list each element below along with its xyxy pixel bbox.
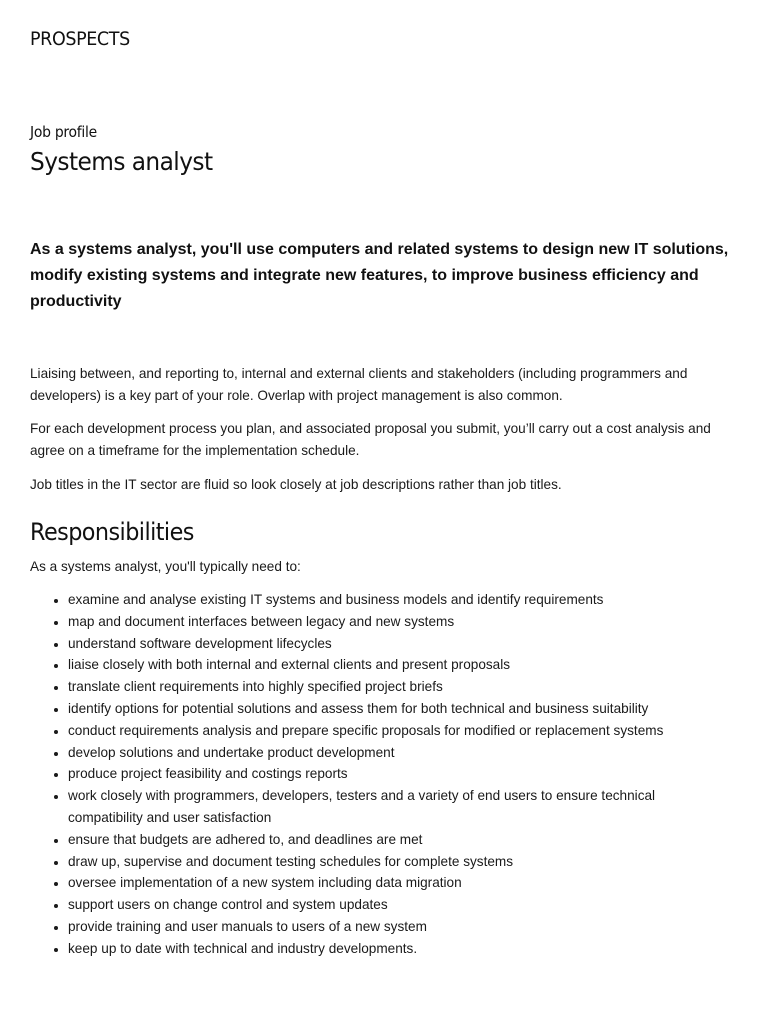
overview-paragraph: For each development process you plan, and associated proposal you submit, you’ll carry out a cost analysis and agree on a timeframe for the implementation schedule. [30, 421, 711, 458]
list-item: • conduct requirements analysis and prepare specific proposals for modified or replacement systems [68, 720, 730, 742]
overview-paragraph: Liaising between, and reporting to, internal and external clients and stakeholders (including programmers and developers) is a key part of your role. Overlap with project management is also common. [30, 366, 688, 403]
responsibilities-intro: As a systems analyst, you'll typically need to: [30, 559, 301, 574]
list-item: • provide training and user manuals to users of a new system [68, 916, 730, 938]
list-item: • examine and analyse existing IT systems and business models and identify requirements [68, 589, 730, 611]
overview-paragraph: Job titles in the IT sector are fluid so look closely at job descriptions rather than job titles. [30, 477, 562, 492]
list-item: • produce project feasibility and costings reports [68, 763, 730, 785]
list-item: • oversee implementation of a new system including data migration [68, 872, 730, 894]
list-item: • ensure that budgets are adhered to, and deadlines are met [68, 829, 730, 851]
list-item: • draw up, supervise and document testing schedules for complete systems [68, 851, 730, 873]
page-title: Systems analyst [30, 147, 213, 176]
page-kicker: Job profile [30, 123, 97, 141]
list-item: • translate client requirements into highly specified project briefs [68, 676, 730, 698]
list-item: • map and document interfaces between legacy and new systems [68, 611, 730, 633]
list-item: • work closely with programmers, developers, testers and a variety of end users to ensure technical compatibility and user satisfaction [68, 785, 730, 829]
list-item: • develop solutions and undertake product development [68, 742, 730, 764]
list-item: • keep up to date with technical and industry developments. [68, 938, 730, 960]
list-item: • support users on change control and system updates [68, 894, 730, 916]
list-item: • identify options for potential solutions and assess them for both technical and business suitability [68, 698, 730, 720]
list-item: • understand software development lifecycles [68, 633, 730, 655]
responsibilities-heading: Responsibilities [30, 518, 194, 546]
list-item: • liaise closely with both internal and external clients and present proposals [68, 654, 730, 676]
lead-summary: As a systems analyst, you'll use computers and related systems to design new IT solutions, modify existing systems and integrate new features, to improve business efficiency and productivity [30, 241, 729, 310]
prospects-logo-link[interactable]: PROSPECTS [30, 28, 130, 50]
responsibilities-list [30, 589, 730, 960]
